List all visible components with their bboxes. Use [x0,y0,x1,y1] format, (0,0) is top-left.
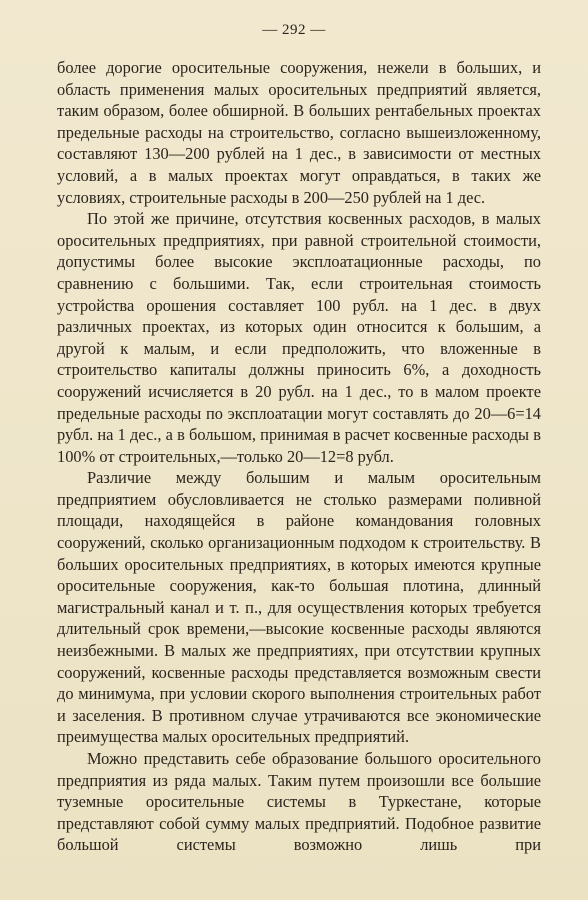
paragraph-1: более дорогие оросительные сооружения, нежели в больших, и область применения малых оросительных предприятий является, таким образом, более обширной. В больших рентабельных проектах предельные расходы на строительство, согласно вышеизложенному, составляют 130—200 рублей на 1 дес., в зависимости от местных условий, а в малых проектах могут оправдаться, в таких же условиях, строительные расходы в 200—250 рублей на 1 дес. [57,58,541,207]
body-text [57,57,541,856]
paragraph-4: Можно представить себе образование большого оросительного предприятия из ряда малых. Таким путем произошли все большие туземные оросительные системы в Туркестане, которые представляют собой сумму малых предприятий. Подобное развитие большой системы возможно лишь при [57,749,541,855]
page-number: — 292 — [262,22,326,38]
paragraph-3: Различие между большим и малым оросительным предприятием обусловливается не столько размерами поливной площади, находящейся в районе командования головных сооружений, сколько организационным подходом к строительству. В больших оросительных предприятиях, в которых имеются крупные оросительные сооружения, как-то большая плотина, длинный магистральный канал и т. п., для осуществления которых требуется длительный срок времени,—высокие косвенные расходы являются неизбежными. В малых же предприятиях, при отсутствии крупных сооружений, косвенные расходы представляется возможным свести до минимума, при условии скорого выполнения строительных работ и заселения. В противном случае утрачиваются все экономические преимущества малых оросительных предприятий. [57,468,541,747]
paragraph-2: По этой же причине, отсутствия косвенных расходов, в малых оросительных предприятиях, при равной строительной стоимости, допустимы более высокие эксплоатационные расходы, по сравнению с большими. Так, если строительная стоимость устройства орошения составляет 100 рубл. на 1 дес. в двух различных проектах, из которых один относится к большим, а другой к малым, и если предположить, что вложенные в строительство капиталы должны приносить 6%, а доходность сооружений исчисляется в 20 рубл. на 1 дес., то в малом проекте предельные расходы по эксплоатации могут составлять до 20—6=14 рубл. на 1 дес., а в большом, принимая в расчет косвенные расходы в 100% от строительных,—только 20—12=8 рубл. [57,209,541,466]
